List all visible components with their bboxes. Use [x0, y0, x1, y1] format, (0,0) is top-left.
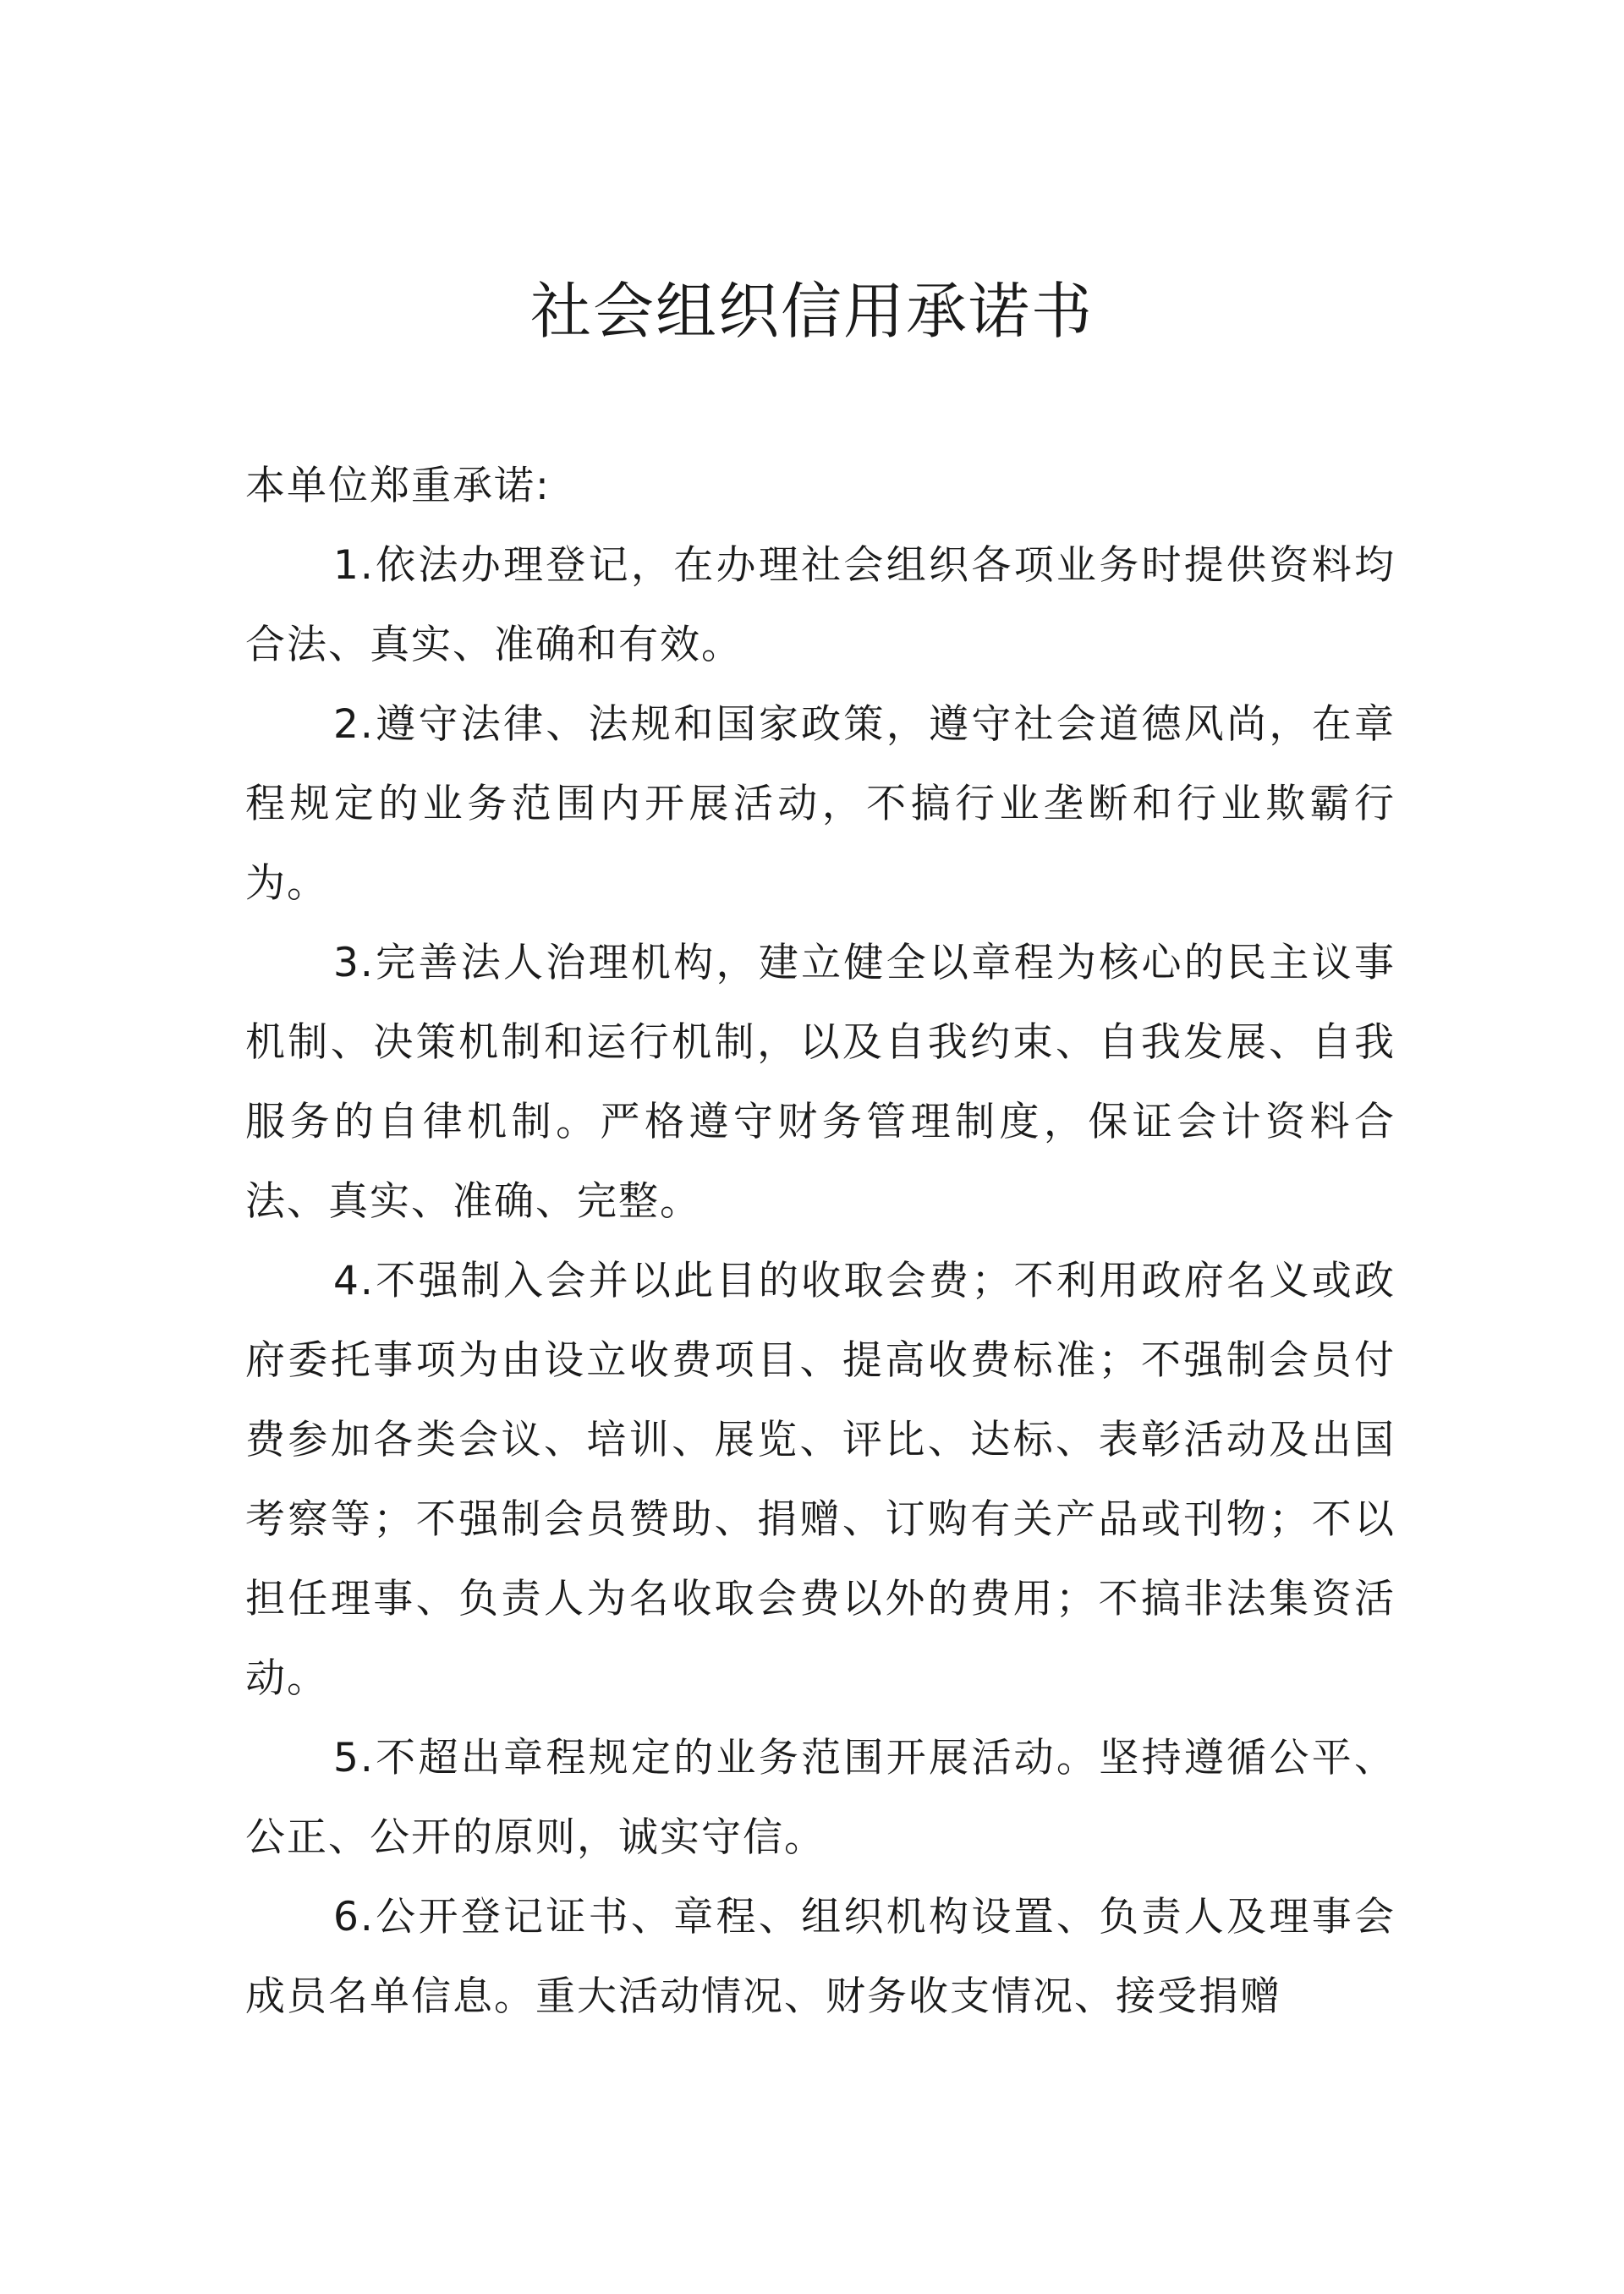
clause-5: 5.不超出章程规定的业务范围开展活动。坚持遵循公平、公正、公开的原则，诚实守信。: [245, 1735, 1396, 1861]
clause-3: 3.完善法人治理机构，建立健全以章程为核心的民主议事机制、决策机制和运行机制，以及自我约束、自我发展、自我服务的自律机制。严格遵守财务管理制度，保证会计资料合法、真实、准确、完整。: [245, 940, 1396, 1225]
clause-6: 6.公开登记证书、章程、组织机构设置、负责人及理事会成员名单信息。重大活动情况、财务收支情况、接受捐赠: [245, 1894, 1396, 2020]
document-title: 社会组织信用承诺书: [529, 276, 1094, 347]
intro-paragraph: 本单位郑重承诺:: [245, 463, 551, 509]
document-body: [245, 447, 1396, 2037]
clause-1: 1.依法办理登记，在办理社会组织各项业务时提供资料均合法、真实、准确和有效。: [245, 542, 1396, 668]
clause-2: 2.遵守法律、法规和国家政策，遵守社会道德风尚，在章程规定的业务范围内开展活动，不搞行业垄断和行业欺霸行为。: [245, 701, 1396, 907]
clause-4: 4.不强制入会并以此目的收取会费；不利用政府名义或政府委托事项为由设立收费项目、提高收费标准；不强制会员付费参加各类会议、培训、展览、评比、达标、表彰活动及出国考察等；不强制会员赞助、捐赠、订购有关产品或刊物；不以担任理事、负责人为名收取会费以外的费用；不搞非法集资活动。: [245, 1258, 1396, 1702]
